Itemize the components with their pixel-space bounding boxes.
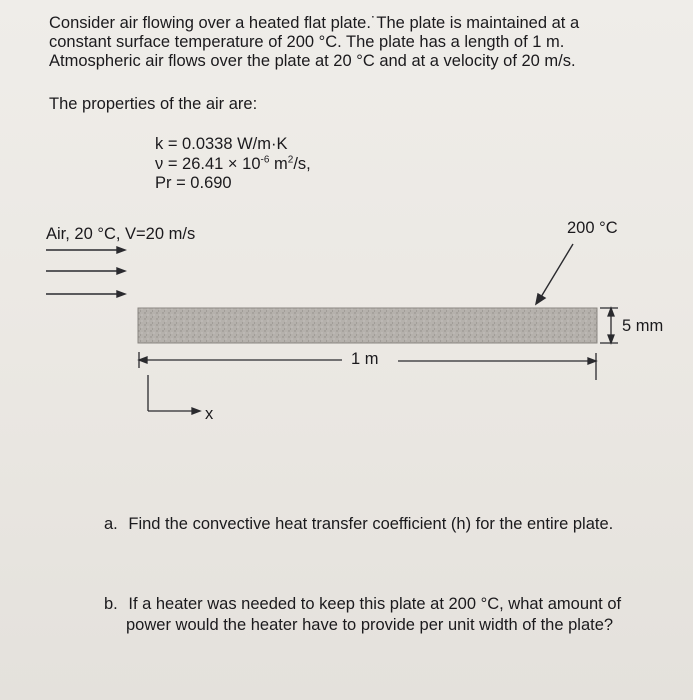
surface-temperature-label: 200 °C bbox=[567, 219, 618, 237]
question-b-line-1: If a heater was needed to keep this plate at 200 °C, what amount of bbox=[128, 595, 622, 613]
flat-plate bbox=[138, 308, 597, 343]
airflow-arrowhead-3 bbox=[117, 291, 125, 297]
airflow-arrowhead-1 bbox=[117, 247, 125, 253]
intro-line-2: constant surface temperature of 200 °C. The plate has a length of 1 m. bbox=[49, 33, 565, 51]
question-b-line-2: power would the heater have to provide per unit width of the plate? bbox=[126, 616, 614, 634]
thickness-label: 5 mm bbox=[622, 317, 664, 335]
length-label: 1 m bbox=[351, 350, 379, 368]
thickness-dimension bbox=[600, 308, 618, 343]
x-axis bbox=[148, 375, 200, 414]
air-conditions-label: Air, 20 °C, V=20 m/s bbox=[46, 225, 196, 243]
nu-suffix: /s, bbox=[293, 154, 311, 173]
nu-unit: m bbox=[269, 154, 288, 173]
question-a-marker: a. bbox=[104, 515, 118, 533]
property-k: k = 0.0338 W/m·K bbox=[155, 135, 288, 153]
question-b-marker: b. bbox=[104, 595, 118, 613]
property-pr: Pr = 0.690 bbox=[155, 174, 232, 192]
question-a-text: Find the convective heat transfer coefficient (h) for the entire plate. bbox=[128, 515, 614, 533]
temperature-pointer bbox=[536, 244, 573, 304]
nu-exponent: -6 bbox=[260, 154, 270, 165]
airflow-arrows bbox=[46, 247, 125, 297]
nu-prefix: ν = 26.41 × 10 bbox=[155, 154, 261, 173]
question-a bbox=[104, 514, 613, 535]
properties-title: The properties of the air are: bbox=[49, 95, 258, 113]
intro-line-3: Atmospheric air flows over the plate at 20 °C and at a velocity of 20 m/s. bbox=[49, 52, 576, 70]
question-b bbox=[104, 594, 621, 636]
airflow-arrowhead-2 bbox=[117, 268, 125, 274]
intro-line-1: Consider air flowing over a heated flat plate.˙The plate is maintained at a bbox=[49, 14, 580, 32]
axis-x-label: x bbox=[205, 405, 214, 423]
nu-unit-exponent: 2 bbox=[287, 154, 294, 165]
